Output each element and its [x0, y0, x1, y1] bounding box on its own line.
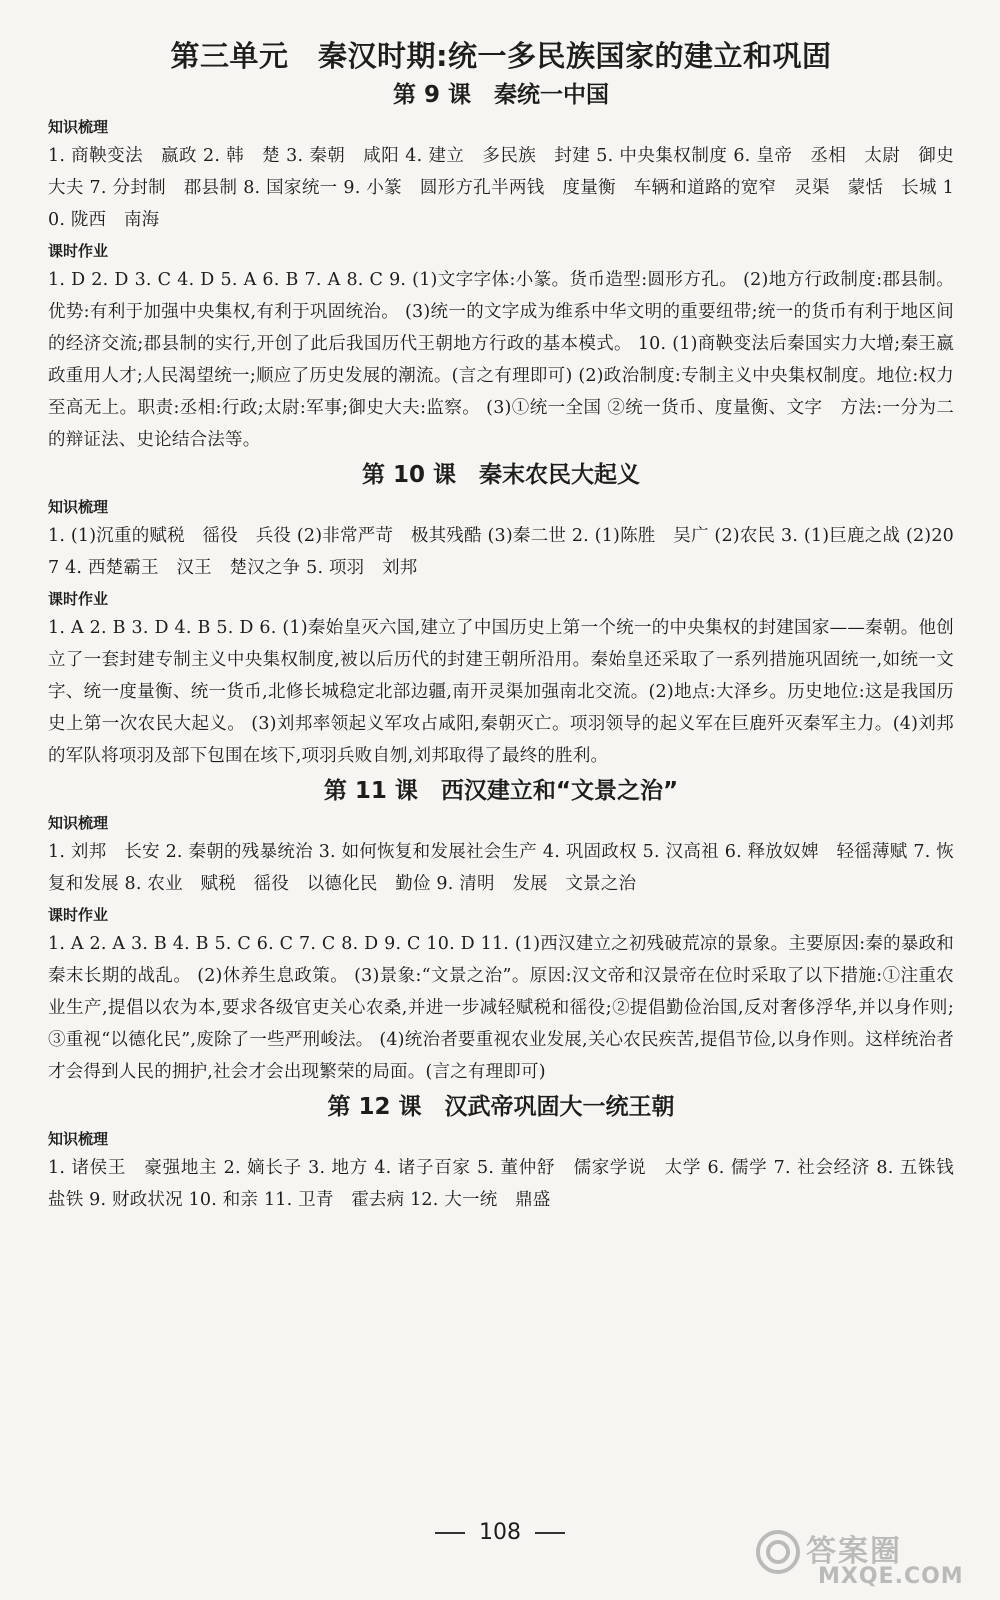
unit-title: 第三单元 秦汉时期:统一多民族国家的建立和巩固 [170, 39, 832, 73]
section-text: 1. A 2. B 3. D 4. B 5. D 6. (1)秦始皇灭六国,建立了中国历史上第一个统一的中央集权的封建国家——秦朝。他创立了一套封建专制主义中央集权制度,被以后历代的封建王朝所沿用。秦始皇还采取了一系列措施巩固统一,如统一文字、统一度量衡、统一货币,北修长城稳定北部边疆,南开灵渠加强南北交流。(2)地点:大泽乡。历史地位:这是我国历史上第一次农民大起义。 (3)刘邦率领起义军攻占咸阳,秦朝灭亡。项羽领导的起义军在巨鹿歼灭秦军主力。(4)刘邦的军队将项羽及部下包围在垓下,项羽兵败自刎,刘邦取得了最终的胜利。 [48, 618, 954, 766]
section-text: 1. 诸侯王 豪强地主 2. 嫡长子 3. 地方 4. 诸子百家 5. 董仲舒 儒家学说 太学 6. 儒学 7. 社会经济 8. 五铢钱 盐铁 9. 财政状况 10. 和亲 11. 卫青 霍去病 12. 大一统 鼎盛 [48, 1158, 972, 1210]
page-number-value: 108 [479, 1520, 521, 1545]
section-label: 课时作业 [48, 906, 109, 924]
lesson-11 [48, 774, 954, 1088]
section-text: 1. 商鞅变法 嬴政 2. 韩 楚 3. 秦朝 咸阳 4. 建立 多民族 封建 5. 中央集权制度 6. 皇帝 丞相 太尉 御史大夫 7. 分封制 郡县制 8. 国家统一 9. 小篆 圆形方孔半两钱 度量衡 车辆和道路的宽窄 灵渠 蒙恬 长城 10. 陇西 南海 [48, 146, 954, 230]
lesson-title: 第 9 课 秦统一中国 [392, 82, 610, 108]
page-number-dash-left [435, 1532, 465, 1534]
section-label: 知识梳理 [48, 498, 109, 516]
lesson-9 [48, 78, 954, 456]
section-text: 1. A 2. A 3. B 4. B 5. C 6. C 7. C 8. D 9. C 10. D 11. (1)西汉建立之初残破荒凉的景象。主要原因:秦的暴政和秦末长期的战乱。 (2)休养生息政策。 (3)景象:“文景之治”。原因:汉文帝和汉景帝在位时采取了以下措施:①注重农业生产,提倡以农为本,要求各级官吏关心农桑,并进一步减轻赋税和徭役;②提倡勤俭治国,反对奢侈浮华,并以身作则;③重视“以德化民”,废除了一些严刑峻法。 (4)统治者要重视农业发展,关心农民疾苦,提倡节俭,以身作则。这样统治者才会得到人民的拥护,社会才会出现繁荣的局面。(言之有理即可) [48, 934, 954, 1082]
section-label: 知识梳理 [48, 814, 109, 832]
lesson-title: 第 10 课 秦末农民大起义 [361, 462, 641, 488]
lesson-title: 第 12 课 汉武帝巩固大一统王朝 [327, 1094, 675, 1120]
lesson-title: 第 11 课 西汉建立和“文景之治” [323, 778, 679, 804]
watermark-text: 答案圈 [806, 1534, 902, 1569]
section-label: 知识梳理 [48, 118, 109, 136]
watermark [746, 1520, 986, 1594]
lesson-12 [48, 1090, 972, 1216]
section-label: 课时作业 [48, 242, 109, 260]
section-text: 1. D 2. D 3. C 4. D 5. A 6. B 7. A 8. C 9. (1)文字字体:小篆。货币造型:圆形方孔。 (2)地方行政制度:郡县制。优势:有利于加强中央集权,有利于巩固统治。 (3)统一的文字成为维系中华文明的重要纽带;统一的货币有利于地区间的经济交流;郡县制的实行,开创了此后我国历代王朝地方行政的基本模式。 10. (1)商鞅变法后秦国实力大增;秦王嬴政重用人才;人民渴望统一;顺应了历史发展的潮流。(言之有理即可) (2)政治制度:专制主义中央集权制度。地位:权力至高无上。职责:丞相:行政;太尉:军事;御史大夫:监察。 (3)①统一全国 ②统一货币、度量衡、文字 方法:一分为二的辩证法、史论结合法等。 [48, 270, 954, 450]
section-text: 1. (1)沉重的赋税 徭役 兵役 (2)非常严苛 极其残酷 (3)秦二世 2. (1)陈胜 吴广 (2)农民 3. (1)巨鹿之战 (2)207 4. 西楚霸王 汉王 楚汉之争 5. 项羽 刘邦 [48, 526, 954, 578]
section-text: 1. 刘邦 长安 2. 秦朝的残暴统治 3. 如何恢复和发展社会生产 4. 巩固政权 5. 汉高祖 6. 释放奴婢 轻徭薄赋 7. 恢复和发展 8. 农业 赋税 徭役 以德化民 勤俭 9. 清明 发展 文景之治 [48, 842, 954, 894]
watermark-url: MXQE.COM [818, 1564, 964, 1589]
page-number-dash-right [535, 1532, 565, 1534]
section-label: 知识梳理 [48, 1130, 109, 1148]
section-label: 课时作业 [48, 590, 109, 608]
watermark-logo-icon [754, 1528, 802, 1576]
lesson-10 [48, 458, 954, 772]
